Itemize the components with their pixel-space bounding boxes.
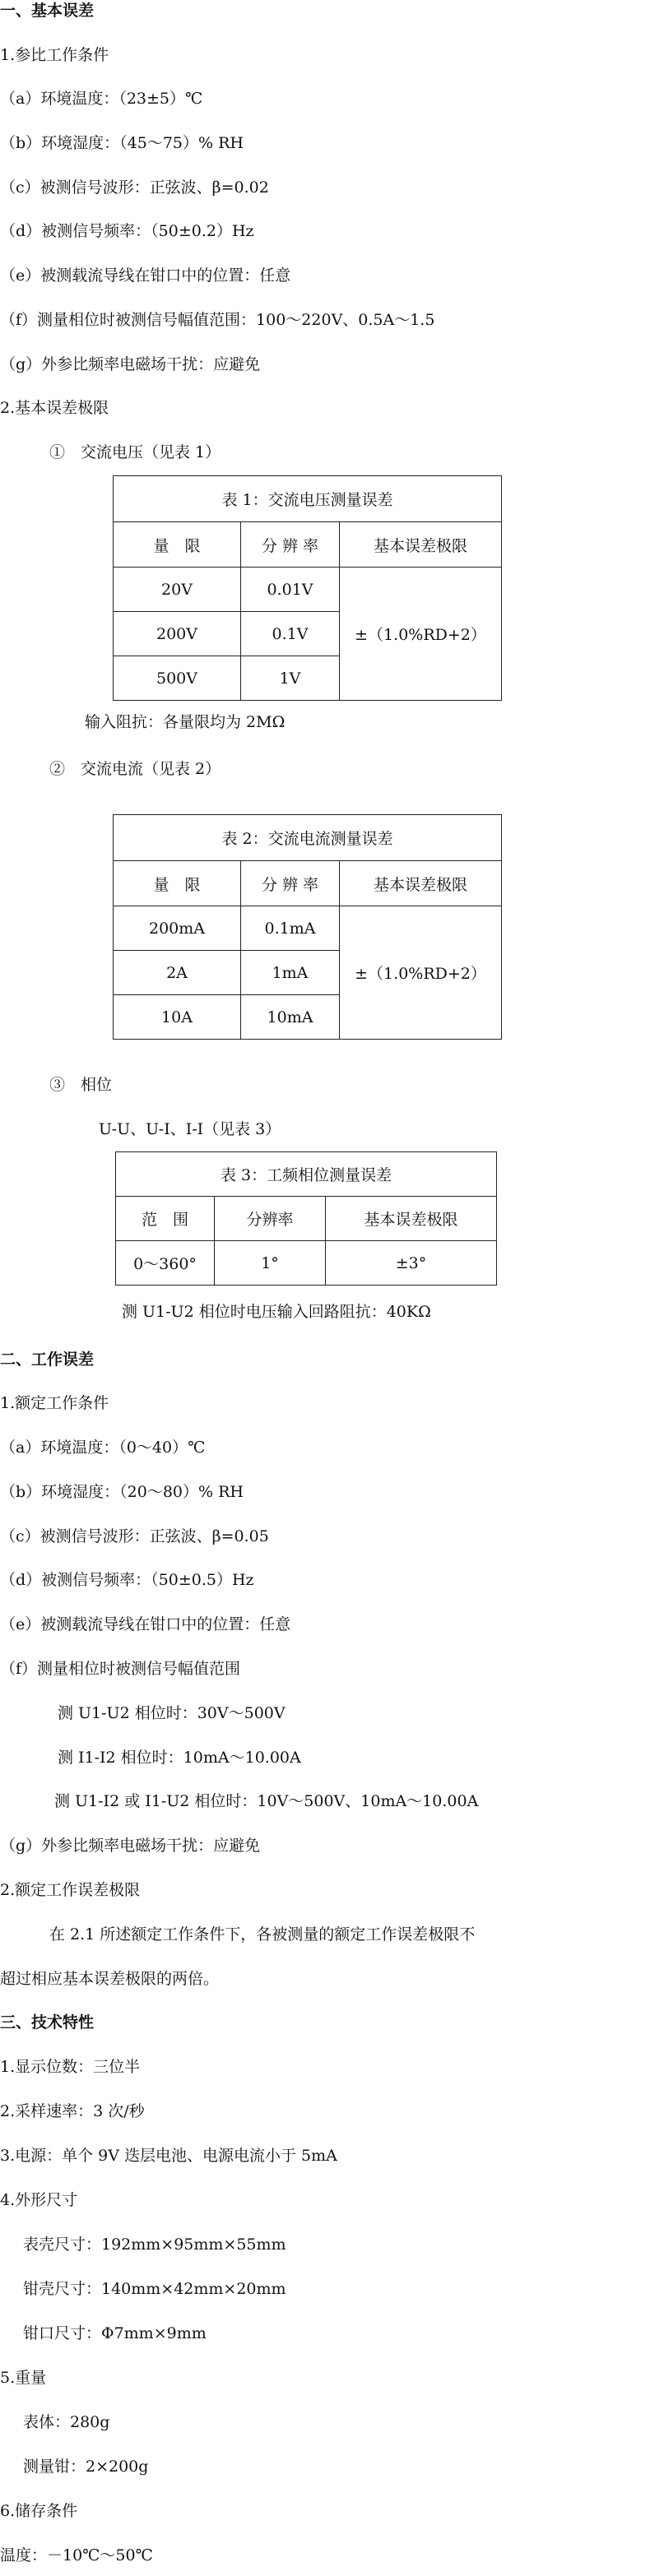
table-row xyxy=(116,1241,497,1286)
table-cell-range: 200mA xyxy=(114,906,241,951)
table-phase xyxy=(115,1151,497,1286)
table-cell-range: 10A xyxy=(114,995,241,1040)
table-cell-error-limit: ±（1.0%RD+2） xyxy=(340,906,502,1040)
spec-weight: 测量钳：2×200g xyxy=(23,2458,149,2476)
list-item: （b）环境湿度：（45～75）% RH xyxy=(0,134,244,152)
spec-power-supply: 3.电源：单个 9V 迭层电池、电源电流小于 5mA xyxy=(0,2147,337,2165)
spec-dimension: 钳口尺寸：Φ7mm×9mm xyxy=(23,2324,207,2342)
list-subitem: 测 U1-U2 相位时：30V～500V xyxy=(58,1704,286,1722)
item-label-phase: ③ 相位 xyxy=(49,1076,113,1094)
table-cell-resolution: 0.01V xyxy=(241,568,340,612)
section-heading-technical-specs: 三、技术特性 xyxy=(0,2013,95,2032)
list-item: （g）外参比频率电磁场干扰：应避免 xyxy=(0,355,261,373)
table-caption: 表 1：交流电压测量误差 xyxy=(114,476,502,522)
section-heading-working-error: 二、工作误差 xyxy=(0,1351,95,1369)
spec-storage-temperature: 温度：－10℃～50℃ xyxy=(0,2546,153,2564)
list-item: （a）环境温度：（0～40）℃ xyxy=(0,1439,206,1457)
table-cell-range: 2A xyxy=(114,951,241,995)
item-label-ac-current: ② 交流电流（见表 2） xyxy=(49,760,221,778)
table-cell-error-limit: ±3° xyxy=(326,1241,497,1286)
table-header: 基本误差极限 xyxy=(340,522,502,568)
table-ac-current xyxy=(113,814,502,1040)
table-header: 基本误差极限 xyxy=(340,861,502,906)
list-item: （g）外参比频率电磁场干扰：应避免 xyxy=(0,1837,261,1855)
list-item: （f）测量相位时被测信号幅值范围 xyxy=(0,1660,241,1678)
table-row xyxy=(114,568,502,612)
table-header: 分辨率 xyxy=(215,1197,326,1241)
table-cell-range: 500V xyxy=(114,656,241,701)
list-item: （d）被测信号频率：（50±0.2）Hz xyxy=(0,222,254,240)
list-item: （c）被测信号波形：正弦波、β=0.05 xyxy=(0,1527,269,1545)
paragraph-line: 在 2.1 所述额定工作条件下，各被测量的额定工作误差极限不 xyxy=(49,1925,476,1944)
table-cell-range: 200V xyxy=(114,612,241,656)
subsection-title-rated-conditions: 1.额定工作条件 xyxy=(0,1394,109,1412)
list-item: （c）被测信号波形：正弦波、β=0.02 xyxy=(0,178,269,197)
paragraph-line: 超过相应基本误差极限的两倍。 xyxy=(0,1970,220,1988)
list-item: （a）环境温度：（23±5）℃ xyxy=(0,90,203,108)
subsection-title-rated-error-limits: 2.额定工作误差极限 xyxy=(0,1881,141,1899)
table-header: 分 辨 率 xyxy=(241,861,340,906)
spec-weight: 表体：280g xyxy=(23,2413,110,2431)
list-item: （d）被测信号频率：（50±0.5）Hz xyxy=(0,1571,254,1589)
list-subitem: 测 I1-I2 相位时：10mA～10.00A xyxy=(58,1749,301,1767)
table-row xyxy=(114,906,502,951)
table-cell-error-limit: ±（1.0%RD+2） xyxy=(340,568,502,701)
table-cell-resolution: 0.1V xyxy=(241,612,340,656)
phase-description: U-U、U-I、I-I（见表 3） xyxy=(99,1120,281,1138)
table-cell-resolution: 1V xyxy=(241,656,340,701)
list-item: （f）测量相位时被测信号幅值范围：100～220V、0.5A～1.5 xyxy=(0,311,435,329)
spec-weight-title: 5.重量 xyxy=(0,2369,47,2387)
table-header: 量 限 xyxy=(114,522,241,568)
table-header: 分 辨 率 xyxy=(241,522,340,568)
section-heading-basic-error: 一、基本误差 xyxy=(0,2,95,20)
spec-sampling-rate: 2.采样速率：3 次/秒 xyxy=(0,2102,145,2120)
table-cell-resolution: 10mA xyxy=(241,995,340,1040)
table-header: 量 限 xyxy=(114,861,241,906)
note-phase-impedance: 测 U1-U2 相位时电压输入回路阻抗：40KΩ xyxy=(122,1303,431,1321)
list-item: （b）环境湿度：（20～80）% RH xyxy=(0,1483,244,1501)
spec-display-digits: 1.显示位数：三位半 xyxy=(0,2058,141,2076)
spec-dimension: 钳壳尺寸：140mm×42mm×20mm xyxy=(23,2280,286,2298)
table-caption: 表 3：工频相位测量误差 xyxy=(116,1152,497,1197)
table-cell-range: 20V xyxy=(114,568,241,612)
table-cell-resolution: 1° xyxy=(215,1241,326,1286)
subsection-title-basic-error-limits: 2.基本误差极限 xyxy=(0,399,109,417)
table-header: 基本误差极限 xyxy=(326,1197,497,1241)
spec-storage-title: 6.储存条件 xyxy=(0,2502,78,2520)
table-caption: 表 2：交流电流测量误差 xyxy=(114,815,502,861)
table-ac-voltage xyxy=(113,475,502,701)
note-input-impedance: 输入阻抗：各量限均为 2MΩ xyxy=(85,713,286,731)
table-cell-resolution: 0.1mA xyxy=(241,906,340,951)
spec-dimension: 表壳尺寸：192mm×95mm×55mm xyxy=(23,2235,286,2254)
table-header: 范 围 xyxy=(116,1197,215,1241)
list-item: （e）被测载流导线在钳口中的位置：任意 xyxy=(0,266,291,285)
table-cell-range: 0～360° xyxy=(116,1241,215,1286)
subsection-title-reference-conditions: 1.参比工作条件 xyxy=(0,46,109,64)
list-item: （e）被测载流导线在钳口中的位置：任意 xyxy=(0,1615,291,1633)
item-label-ac-voltage: ① 交流电压（见表 1） xyxy=(49,443,221,461)
table-cell-resolution: 1mA xyxy=(241,951,340,995)
list-subitem: 测 U1-I2 或 I1-U2 相位时：10V～500V、10mA～10.00A xyxy=(54,1792,479,1810)
spec-dimensions-title: 4.外形尺寸 xyxy=(0,2191,78,2209)
